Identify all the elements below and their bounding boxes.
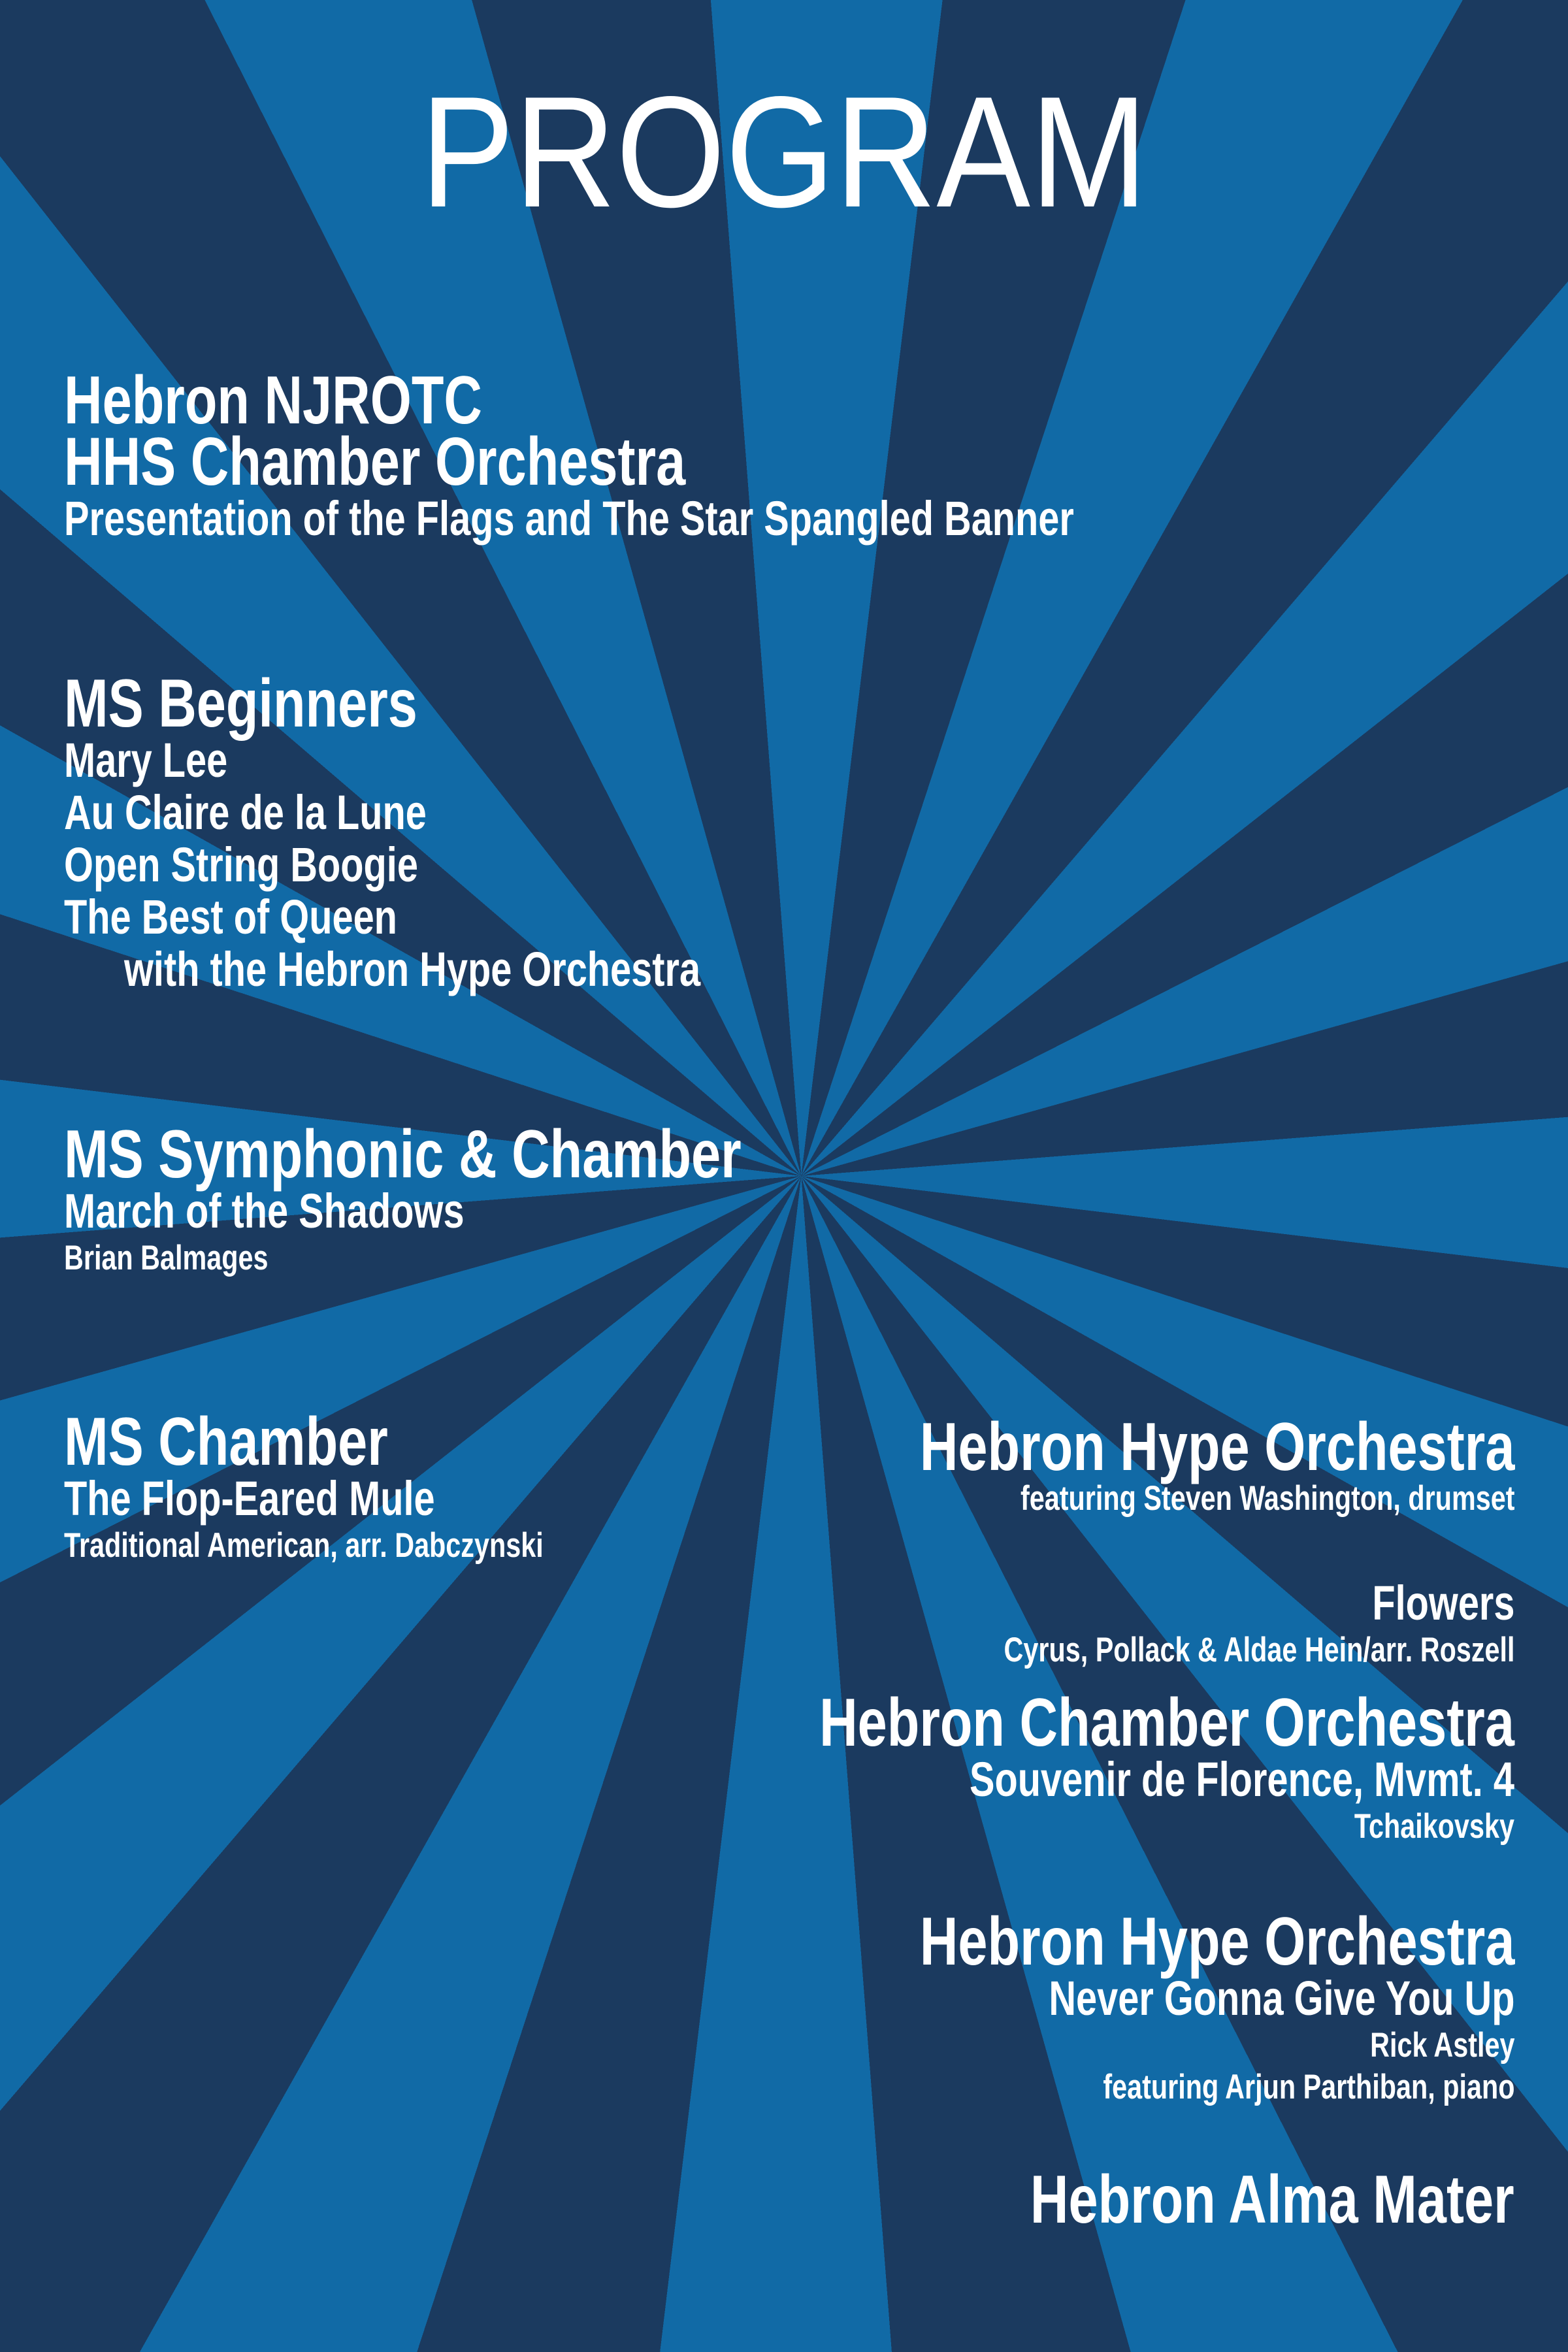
program-line: The Best of Queen (64, 890, 397, 944)
section-opening (64, 363, 1074, 546)
section-chamber-orchestra (819, 1685, 1514, 1848)
program-line: Au Claire de la Lune (64, 785, 427, 840)
program-line: Traditional American, arr. Dabczynski (64, 1526, 544, 1565)
program-line: Presentation of the Flags and The Star Spangled Banner (64, 491, 1074, 546)
program-line: Hebron Hype Orchestra (919, 1409, 1514, 1485)
program-line: March of the Shadows (64, 1184, 465, 1238)
section-ms-beginners (64, 666, 701, 996)
program-title: PROGRAM (420, 64, 1148, 240)
program-line: Flowers (1371, 1576, 1514, 1630)
program-line: Never Gonna Give You Up (1048, 1971, 1514, 2025)
program-line: featuring Steven Washington, drumset (1020, 1479, 1514, 1518)
program-line: Hebron Chamber Orchestra (819, 1685, 1514, 1761)
program-line: MS Symphonic & Chamber (64, 1117, 742, 1192)
program-line: MS Chamber (64, 1404, 388, 1480)
section-hype-washington (919, 1409, 1514, 1520)
program-line: Brian Balmages (64, 1239, 269, 1277)
program-line: Souvenir de Florence, Mvmt. 4 (970, 1752, 1514, 1806)
program-line: Hebron Alma Mater (1030, 2162, 1514, 2238)
program-line: Cyrus, Pollack & Aldae Hein/arr. Roszell (1004, 1631, 1514, 1669)
section-hype-never-gonna (919, 1904, 1514, 2108)
section-alma-mater (1030, 2162, 1514, 2238)
section-flowers (1004, 1577, 1514, 1671)
section-ms-chamber (64, 1404, 544, 1567)
program-line: The Flop-Eared Mule (64, 1471, 435, 1526)
section-ms-symphonic-chamber (64, 1117, 742, 1279)
program-line: Tchaikovsky (1354, 1807, 1514, 1846)
program-line: HHS Chamber Orchestra (64, 424, 686, 500)
program-line: featuring Arjun Parthiban, piano (1102, 2068, 1514, 2106)
program-line: Mary Lee (64, 733, 228, 787)
program-line: MS Beginners (64, 666, 417, 742)
program-line: with the Hebron Hype Orchestra (124, 942, 701, 996)
program-line: Open String Boogie (64, 838, 418, 892)
program-line: Hebron NJROTC (64, 363, 482, 438)
program-line: Hebron Hype Orchestra (919, 1904, 1514, 1980)
program-line: Rick Astley (1369, 2026, 1514, 2065)
